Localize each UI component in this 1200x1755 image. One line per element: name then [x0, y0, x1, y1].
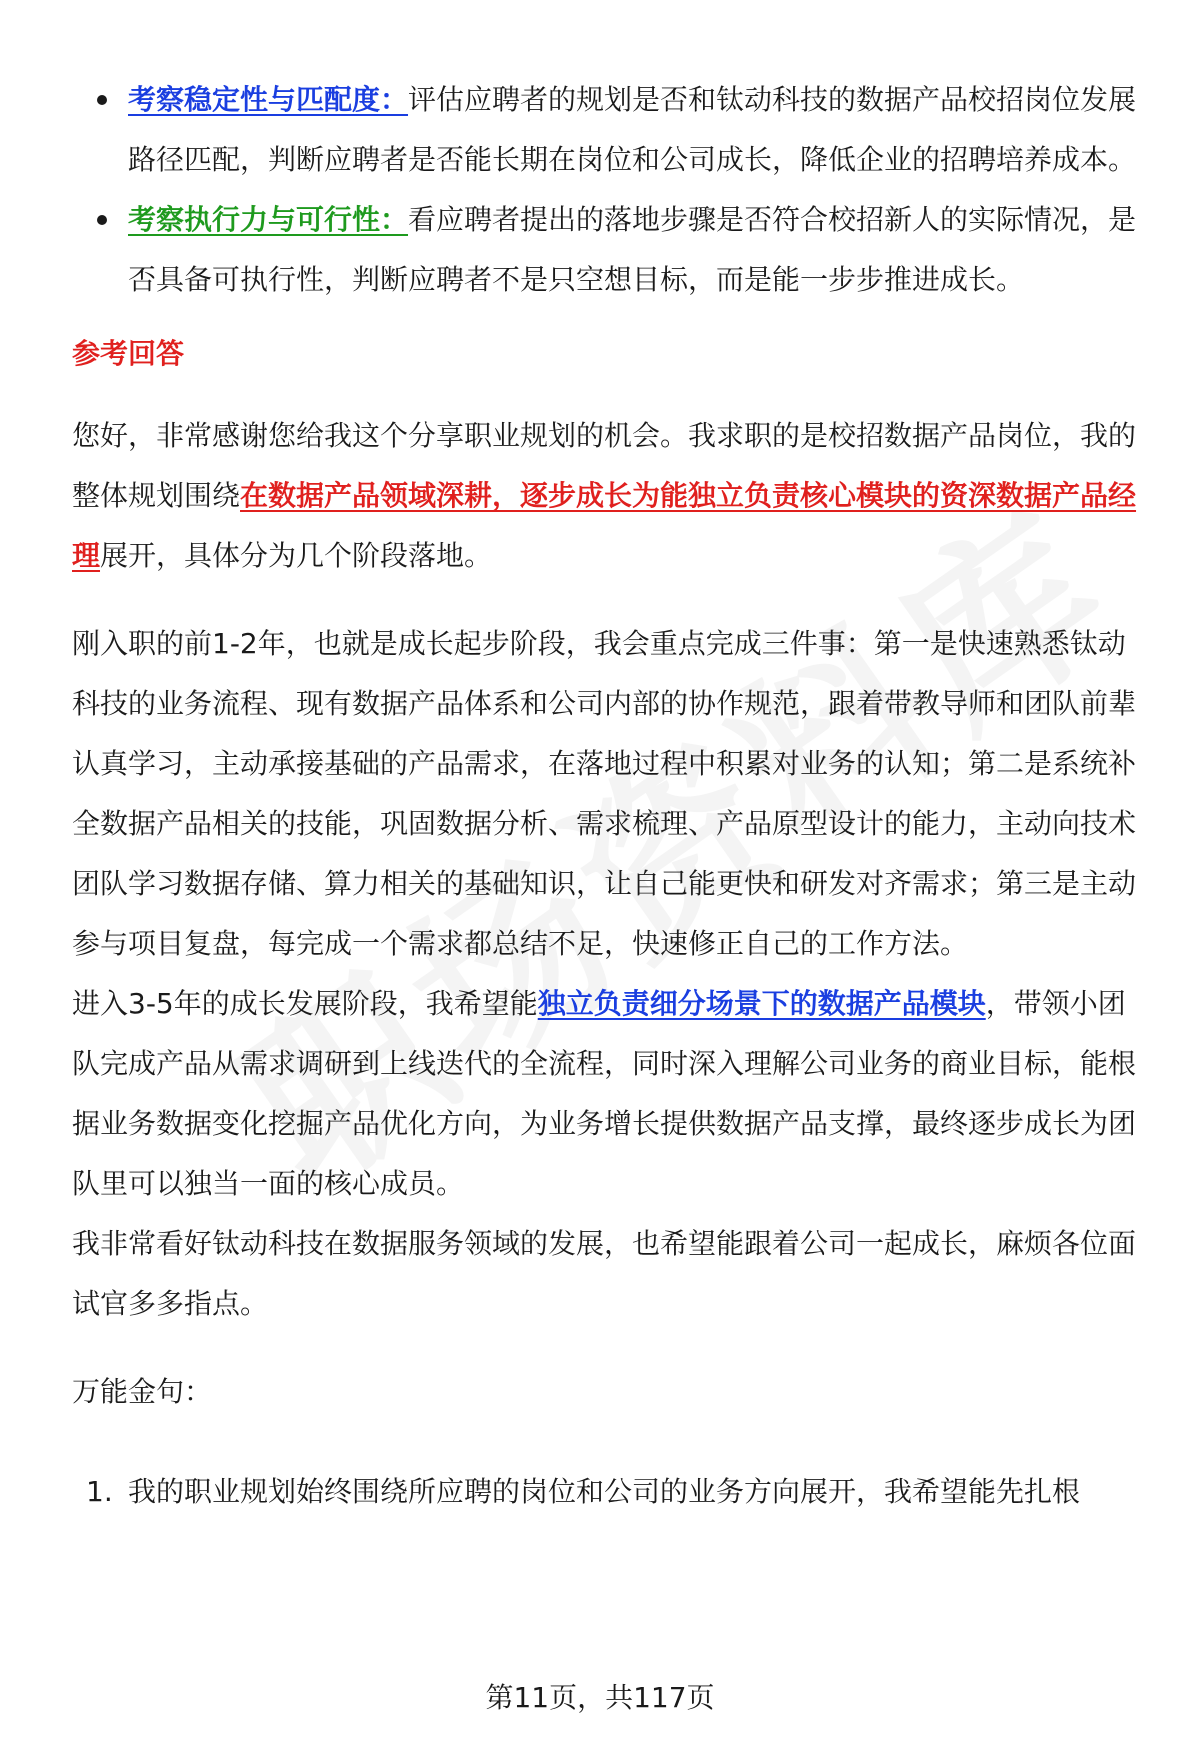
- stage2-text-end: ，带领小团队完成产品从需求调研到上线迭代的全流程，同时深入理解公司业务的商业目标，能根据业务数据变化挖掘产品优化方向，为业务增长提供数据产品支撑，最终逐步成长为团队里可以独当一面的核心成员。: [72, 987, 1137, 1200]
- answer-paragraph-stage-2: [72, 974, 1150, 1214]
- intro-highlight: 在数据产品领域深耕，逐步成长为能独立负责核心模块的资深数据产品经理: [72, 479, 1137, 572]
- document-body: [72, 70, 1150, 1522]
- stage2-text: 进入3-5年的成长发展阶段，我希望能: [72, 987, 538, 1020]
- bullet-dot: [97, 95, 107, 105]
- bullet-label-stability: 考察稳定性与匹配度：: [128, 83, 409, 116]
- bullet-label-execution: 考察执行力与可行性：: [128, 203, 409, 236]
- answer-paragraph-stage-1: 刚入职的前1-2年，也就是成长起步阶段，我会重点完成三件事：第一是快速熟悉钛动科技的业务流程、现有数据产品体系和公司内部的协作规范，跟着带教导师和团队前辈认真学习，主动承接基础的产品需求，在落地过程中积累对业务的认知；第二是系统补全数据产品相关的技能，巩固数据分析、需求梳理、产品原型设计的能力，主动向技术团队学习数据存储、算力相关的基础知识，让自己能更快和研发对齐需求；第三是主动参与项目复盘，每完成一个需求都总结不足，快速修正自己的工作方法。: [72, 627, 1137, 960]
- page-footer: 第11页，共117页: [485, 1681, 715, 1714]
- stage2-highlight: 独立负责细分场景下的数据产品模块: [537, 987, 986, 1020]
- bullet-dot: [97, 215, 107, 225]
- reference-answer-heading: 参考回答: [72, 337, 185, 370]
- intro-text-end: 展开，具体分为几个阶段落地。: [100, 539, 493, 572]
- bullet-item-execution: [72, 190, 1150, 310]
- bullet-item-stability: [72, 70, 1150, 190]
- list-number: 1.: [86, 1475, 113, 1508]
- golden-list-item: [72, 1462, 1150, 1522]
- list-item-text: 我的职业规划始终围绕所应聘的岗位和公司的业务方向展开，我希望能先扎根: [128, 1475, 1081, 1508]
- answer-paragraph-intro: [72, 406, 1150, 586]
- bullet-text-execution: 看应聘者提出的落地步骤是否符合校招新人的实际情况，是否具备可执行性，判断应聘者不是只空想目标，而是能一步步推进成长。: [128, 203, 1137, 296]
- answer-paragraph-closing: 我非常看好钛动科技在数据服务领域的发展，也希望能跟着公司一起成长，麻烦各位面试官多多指点。: [72, 1227, 1137, 1320]
- intro-text: 您好，非常感谢您给我这个分享职业规划的机会。我求职的是校招数据产品岗位，我的整体规划围绕: [72, 419, 1137, 512]
- bullet-text-stability: 评估应聘者的规划是否和钛动科技的数据产品校招岗位发展路径匹配，判断应聘者是否能长期在岗位和公司成长，降低企业的招聘培养成本。: [128, 83, 1137, 176]
- golden-phrases-heading: 万能金句：: [72, 1375, 213, 1408]
